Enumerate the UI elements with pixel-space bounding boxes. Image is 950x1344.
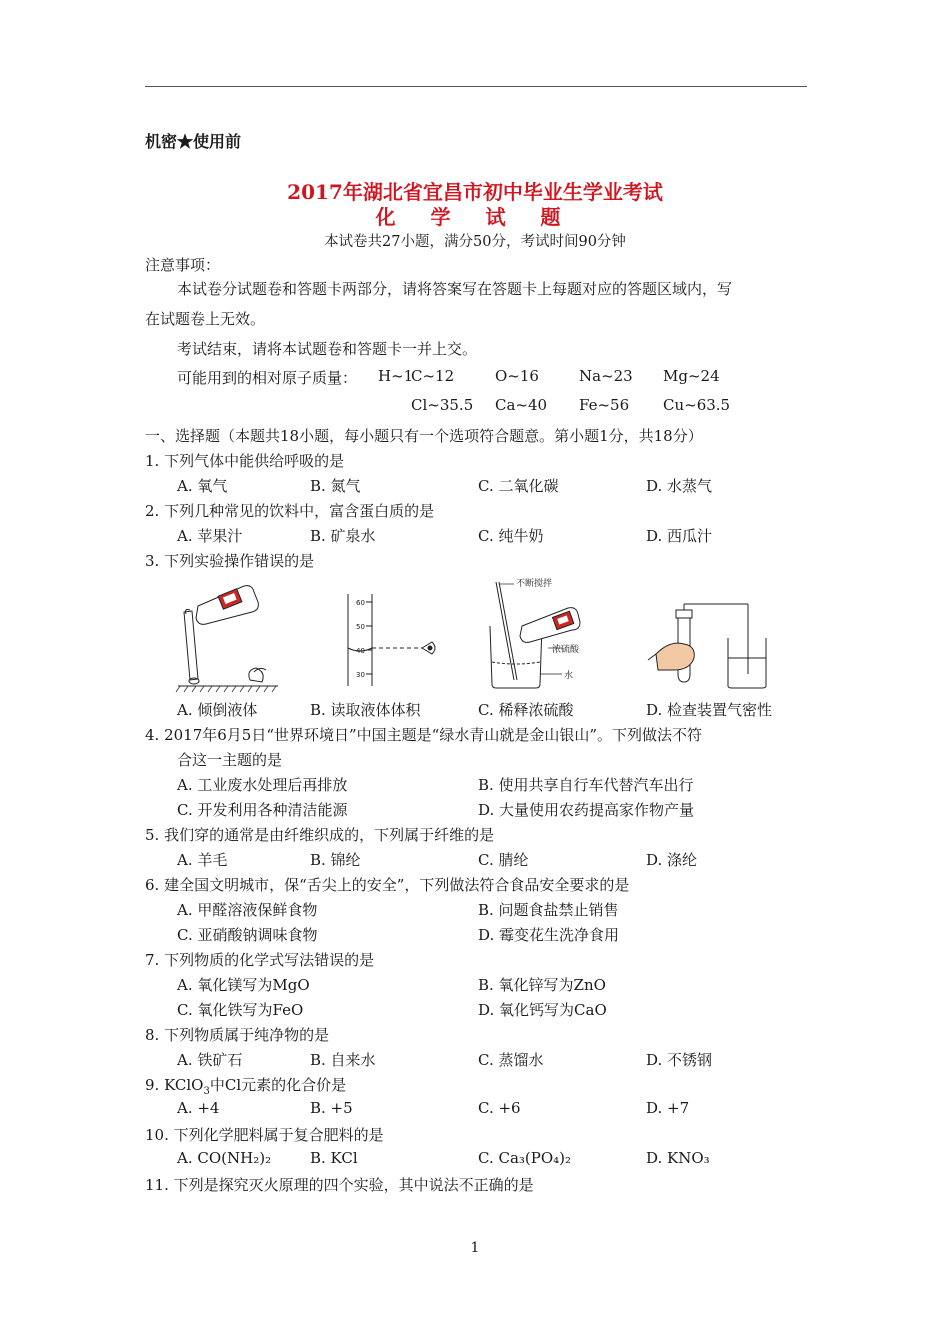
option-a: A. 苹果汁 [177, 527, 243, 545]
option-c: C. 亚硝酸钠调味食物 [177, 926, 318, 944]
notes-heading: 注意事项： [145, 256, 221, 274]
stem-subscript: 3 [203, 1086, 210, 1097]
option-b: B. 氮气 [310, 477, 361, 495]
option-b: B. 问题食盐禁止销售 [478, 901, 619, 919]
option-b: B. 自来水 [310, 1051, 376, 1069]
atomic-cu: Cu~63.5 [663, 396, 731, 414]
notes-para1-line1: 本试卷分试题卷和答题卡两部分，请将答案写在答题卡上每题对应的答题区域内，写 [177, 280, 733, 298]
lab-operations-figure [170, 574, 810, 696]
option-a: A. 甲醛溶液保鲜食物 [177, 901, 318, 919]
question-stem-cont: 合这一主题的是 [177, 751, 283, 769]
option-a: A. 羊毛 [177, 851, 228, 869]
option-d: D. +7 [646, 1099, 690, 1117]
option-b: B. 锦纶 [310, 851, 361, 869]
option-a: A. 氧气 [177, 477, 228, 495]
option-a: A. +4 [177, 1099, 220, 1117]
subject-title: 化 学 试 题 [375, 205, 575, 229]
option-d: D. 氧化钙写为CaO [478, 1001, 607, 1019]
option-b: B. +5 [310, 1099, 353, 1117]
option-a: A. 铁矿石 [177, 1051, 243, 1069]
option-d: D. 涤纶 [646, 851, 698, 869]
question-stem: 7. 下列物质的化学式写法错误的是 [145, 951, 375, 969]
header-rule [145, 86, 807, 87]
acid-label: 浓硫酸 [552, 645, 580, 655]
question-stem: 6. 建全国文明城市，保“舌尖上的安全”，下列做法符合食品安全要求的是 [145, 876, 630, 894]
question-stem: 10. 下列化学肥料属于复合肥料的是 [145, 1126, 384, 1144]
option-d: D. 检查装置气密性 [646, 701, 773, 719]
atomic-na: Na~23 [579, 367, 633, 385]
option-c: C. 稀释浓硫酸 [478, 701, 574, 719]
option-d: D. KNO₃ [646, 1149, 710, 1167]
pour-liquid-diagram [176, 586, 278, 692]
water-label: 水 [564, 671, 574, 681]
question-stem: 3. 下列实验操作错误的是 [145, 552, 315, 570]
option-a: A. 倾倒液体 [177, 701, 258, 719]
option-c: C. 纯牛奶 [478, 527, 544, 545]
option-c: C. 蒸馏水 [478, 1051, 544, 1069]
option-c: C. +6 [478, 1099, 521, 1117]
option-b: B. 读取液体体积 [310, 701, 421, 719]
tick-40: 40 [356, 647, 365, 655]
option-c: C. 开发利用各种清洁能源 [177, 801, 348, 819]
notes-para1-line2: 在试题卷上无效。 [145, 310, 266, 328]
atomic-h: H~1 [378, 367, 414, 385]
question-stem: 5. 我们穿的通常是由纤维织成的，下列属于纤维的是 [145, 826, 495, 844]
question-stem: 1. 下列气体中能供给呼吸的是 [145, 452, 345, 470]
atomic-ca: Ca~40 [495, 396, 548, 414]
option-d: D. 水蒸气 [646, 477, 713, 495]
airtightness-diagram [648, 604, 766, 688]
stir-label: 不断搅拌 [516, 579, 553, 589]
question-stem: 2. 下列几种常见的饮料中，富含蛋白质的是 [145, 502, 435, 520]
tick-30: 30 [356, 671, 365, 679]
option-b: B. 使用共享自行车代替汽车出行 [478, 776, 694, 794]
option-c: C. 二氧化碳 [478, 477, 559, 495]
option-c: C. Ca₃(PO₄)₂ [478, 1149, 572, 1167]
option-a: A. 工业废水处理后再排放 [177, 776, 348, 794]
exam-info: 本试卷共27小题，满分50分，考试时间90分钟 [324, 234, 626, 250]
option-d: D. 西瓜汁 [646, 527, 713, 545]
question-stem [145, 1074, 346, 1097]
question-stem: 8. 下列物质属于纯净物的是 [145, 1026, 330, 1044]
option-d: D. 大量使用农药提高家作物产量 [478, 801, 695, 819]
section-heading: 一、选择题（本题共18小题，每小题只有一个选项符合题意。第小题1分，共18分） [145, 427, 703, 445]
question-stem: 4. 2017年6月5日“世界环境日”中国主题是“绿水青山就是金山银山”。下列做法不符 [145, 726, 703, 744]
option-c: C. 氧化铁写为FeO [177, 1001, 304, 1019]
question-stem: 11. 下列是探究灭火原理的四个实验，其中说法不正确的是 [145, 1176, 534, 1194]
option-d: D. 不锈钢 [646, 1051, 713, 1069]
atomic-o: O~16 [495, 367, 539, 385]
exam-title: 2017年湖北省宜昌市初中毕业生学业考试 [287, 180, 663, 204]
atomic-cl: Cl~35.5 [411, 396, 474, 414]
atomic-c: C~12 [411, 367, 455, 385]
atomic-mass-label: 可能用到的相对原子质量： [177, 369, 358, 387]
page-number: 1 [470, 1240, 480, 1256]
stem-text: 中Cl元素的化合价是 [209, 1076, 347, 1094]
option-a: A. CO(NH₂)₂ [177, 1149, 272, 1167]
confidential-label: 机密★使用前 [145, 132, 242, 151]
atomic-mg: Mg~24 [663, 367, 720, 385]
notes-para2: 考试结束，请将本试题卷和答题卡一并上交。 [177, 340, 478, 358]
tick-50: 50 [356, 623, 365, 631]
tick-60: 60 [356, 599, 365, 607]
option-b: B. 氧化锌写为ZnO [478, 976, 606, 994]
option-b: B. 矿泉水 [310, 527, 376, 545]
option-b: B. KCl [310, 1149, 358, 1167]
option-d: D. 霉变花生洗净食用 [478, 926, 620, 944]
option-a: A. 氧化镁写为MgO [177, 976, 310, 994]
atomic-fe: Fe~56 [579, 396, 630, 414]
option-c: C. 腈纶 [478, 851, 529, 869]
stem-formula: 9. KClO [145, 1076, 204, 1094]
